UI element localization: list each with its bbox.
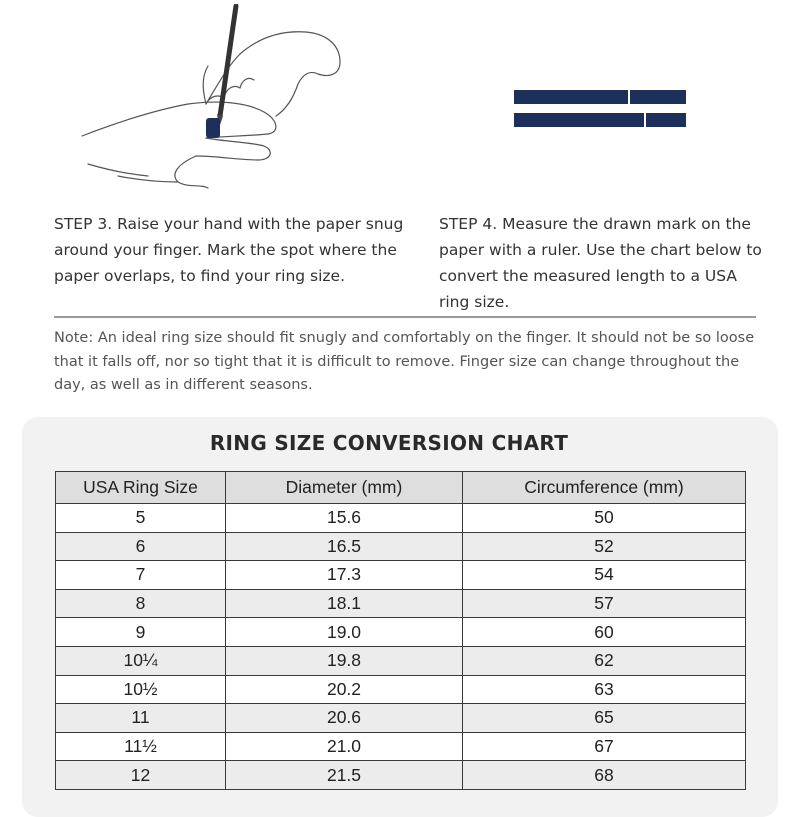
circumference-cell: 52	[463, 532, 746, 561]
table-row	[56, 732, 746, 761]
section-divider	[54, 316, 756, 318]
paper-strip-illustration	[512, 86, 690, 132]
size-cell: 11	[56, 704, 226, 733]
table-row	[56, 704, 746, 733]
table-row	[56, 646, 746, 675]
diameter-cell: 20.6	[226, 704, 463, 733]
table-row	[56, 589, 746, 618]
circumference-cell: 68	[463, 761, 746, 790]
circumference-cell: 63	[463, 675, 746, 704]
fit-note: Note: An ideal ring size should fit snugly and comfortably on the finger. It should not be so loose that it falls off, nor so tight that it is difficult to remove. Finger size can change throughout the day, as well as in different seasons.	[54, 330, 755, 393]
table-row	[56, 561, 746, 590]
circumference-cell: 67	[463, 732, 746, 761]
circumference-cell: 65	[463, 704, 746, 733]
circumference-cell: 54	[463, 561, 746, 590]
size-cell: 5	[56, 504, 226, 533]
table-row	[56, 504, 746, 533]
circumference-cell: 62	[463, 646, 746, 675]
size-cell: 12	[56, 761, 226, 790]
table-row	[56, 761, 746, 790]
header-diameter: Diameter (mm)	[226, 472, 463, 504]
diameter-cell: 18.1	[226, 589, 463, 618]
diameter-cell: 19.0	[226, 618, 463, 647]
circumference-cell: 60	[463, 618, 746, 647]
diameter-cell: 21.0	[226, 732, 463, 761]
hand-marking-paper-illustration	[78, 4, 378, 200]
header-usa-size: USA Ring Size	[56, 472, 226, 504]
size-cell: 10½	[56, 675, 226, 704]
diameter-cell: 20.2	[226, 675, 463, 704]
step-4-text: STEP 4. Measure the drawn mark on the paper with a ruler. Use the chart below to convert the measured length to a USA ring size.	[439, 215, 762, 311]
size-cell: 7	[56, 561, 226, 590]
diameter-cell: 19.8	[226, 646, 463, 675]
header-circumference: Circumference (mm)	[463, 472, 746, 504]
circumference-cell: 50	[463, 504, 746, 533]
table-row	[56, 675, 746, 704]
size-cell: 6	[56, 532, 226, 561]
size-cell: 11½	[56, 732, 226, 761]
circumference-cell: 57	[463, 589, 746, 618]
table-row	[56, 532, 746, 561]
ring-size-table	[55, 471, 746, 790]
diameter-cell: 16.5	[226, 532, 463, 561]
table-row	[56, 618, 746, 647]
size-cell: 9	[56, 618, 226, 647]
diameter-cell: 15.6	[226, 504, 463, 533]
table-header-row	[56, 472, 746, 504]
step-3-text: STEP 3. Raise your hand with the paper snug around your finger. Mark the spot where the paper overlaps, to find your ring size.	[54, 215, 404, 285]
diameter-cell: 21.5	[226, 761, 463, 790]
diameter-cell: 17.3	[226, 561, 463, 590]
size-cell: 8	[56, 589, 226, 618]
size-cell: 10¼	[56, 646, 226, 675]
chart-title: RING SIZE CONVERSION CHART	[209, 431, 569, 455]
